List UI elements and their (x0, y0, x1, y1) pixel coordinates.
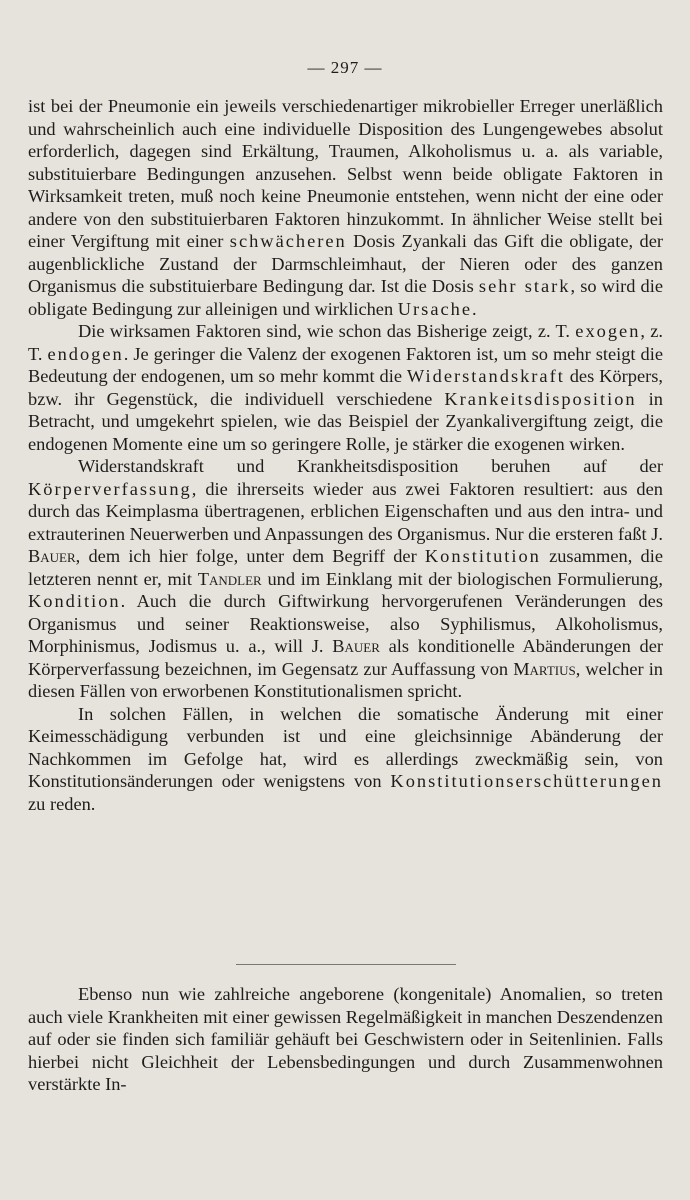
text-run: , die ihrerseits wieder aus zwei Faktoren resultiert: aus den durch das Keimplasma übertragenen, erblichen Eigenschaften und aus den intra- und extrauterinen Neuerwerben und Anpassungen des Organismus. Nur die ersteren faßt J. (28, 478, 663, 544)
text-run: in Betracht, und umgekehrt spielen, wie das Beispiel der Zyankalivergiftung zeigt, die endogenen Momente eine um so geringere Rolle, je stärker die exogenen wirken. (28, 388, 663, 454)
text-run: , welcher in diesen Fällen von erworbenen Konstitutionalismen spricht. (28, 658, 663, 701)
emphasis: exogen (575, 321, 641, 341)
text-run: , z. T. (28, 321, 663, 364)
section-after-rule (28, 984, 663, 1096)
emphasis: sehr stark (478, 276, 571, 296)
emphasis: Körperverfassung (28, 478, 192, 499)
text-run: des Körpers, bzw. ihr Gegenstück, die individuell verschiedene (28, 366, 663, 409)
text-run: zu reden. (28, 793, 96, 814)
text-run: , dem ich hier folge, unter dem Begriff der (75, 546, 425, 566)
text-run: Widerstandskraft und Krankheitsdisposition beruhen auf der (78, 456, 663, 476)
emphasis: Kondition (28, 591, 121, 611)
emphasis: Konstitutionserschütterungen (390, 771, 663, 791)
emphasis: schwächeren (229, 231, 347, 251)
paragraph-4 (28, 703, 663, 816)
text-run: In solchen Fällen, in welchen die somatische Änderung mit einer Keimesschädigung verbunden ist und eine gleichsinnige Abänderung der Nachkommen im Gefolge hat, wird es allerdings zweckmäßig sein, von Konstitutionsänderungen oder wenigstens von (28, 703, 663, 791)
text-run: . Auch die durch Giftwirkung hervorgerufenen Veränderungen des Organismus und seiner Reaktionsweise, also Syphilismus, Alkoholismus, Morphinismus, Jodismus u. a., will J. (28, 591, 663, 656)
text-run: . Je geringer die Valenz der exogenen Faktoren ist, um so mehr steigt die Bedeutung der endogenen, um so mehr kommt die (28, 343, 663, 386)
paragraph-2 (28, 320, 663, 455)
section-divider (236, 964, 456, 965)
text-run: und im Einklang mit der biologischen Formulierung, (261, 568, 663, 589)
emphasis: Krankeitsdisposition (444, 388, 637, 409)
emphasis: Widerstandskraft (406, 366, 565, 386)
main-text (28, 95, 663, 815)
paragraph-3 (28, 455, 663, 703)
emphasis: endogen (47, 343, 124, 364)
text-run: Die wirksamen Faktoren sind, wie schon das Bisherige zeigt, z. T. (78, 321, 576, 341)
emphasis: Konstitution (424, 546, 541, 566)
emphasis: Ursache (397, 298, 473, 319)
text-run: , so wird die obligate Bedingung zur alleinigen und wirklichen (28, 276, 663, 319)
text-run: . (472, 298, 477, 319)
author-name: Bauer (332, 636, 380, 656)
author-name: Tandler (197, 568, 262, 589)
text-run: zusammen, die letzteren nennt er, mit (28, 546, 663, 589)
author-name: Bauer (28, 546, 76, 566)
text-run: Dosis Zyankali das Gift die obligate, der augenblickliche Zustand der Darmschleimhaut, der Nieren oder des ganzen Organismus die substituierbare Bedingung dar. Ist die Dosis (28, 231, 664, 296)
page-number: — 297 — (307, 58, 383, 77)
paragraph-1 (28, 95, 663, 320)
text-run: ist bei der Pneumonie ein jeweils verschiedenartiger mikrobieller Erreger unerläßlich und wahrscheinlich auch eine individuelle Disposition des Lungengewebes absolut erforderlich, dagegen sind Erkältung, Traumen, Alkoholismus u. a. als variable, substituierbare Bedingungen anzusehen. Selbst wenn beide obligate Faktoren in Wirksamkeit treten, muß noch keine Pneumonie entstehen, wenn nicht der eine oder andere von den substituierbaren Faktoren hinzukommt. In ähnlicher Weise stellt bei einer Vergiftung mit einer (28, 96, 663, 251)
author-name: Martius (513, 658, 576, 679)
paragraph-5: Ebenso nun wie zahlreiche angeborene (kongenitale) Anomalien, so treten auch viele Krankheiten mit einer gewissen Regelmäßigkeit in manchen Deszendenzen auf oder sie finden sich familiär gehäuft bei Geschwistern oder in Seitenlinien. Falls hierbei nicht Gleichheit der Lebensbedingungen und durch Zusammenwohnen verstärkte In- (28, 984, 663, 1094)
text-run: als konditionelle Abänderungen der Körperverfassung bezeichnen, im Gegensatz zur Auffassung von (28, 636, 663, 679)
